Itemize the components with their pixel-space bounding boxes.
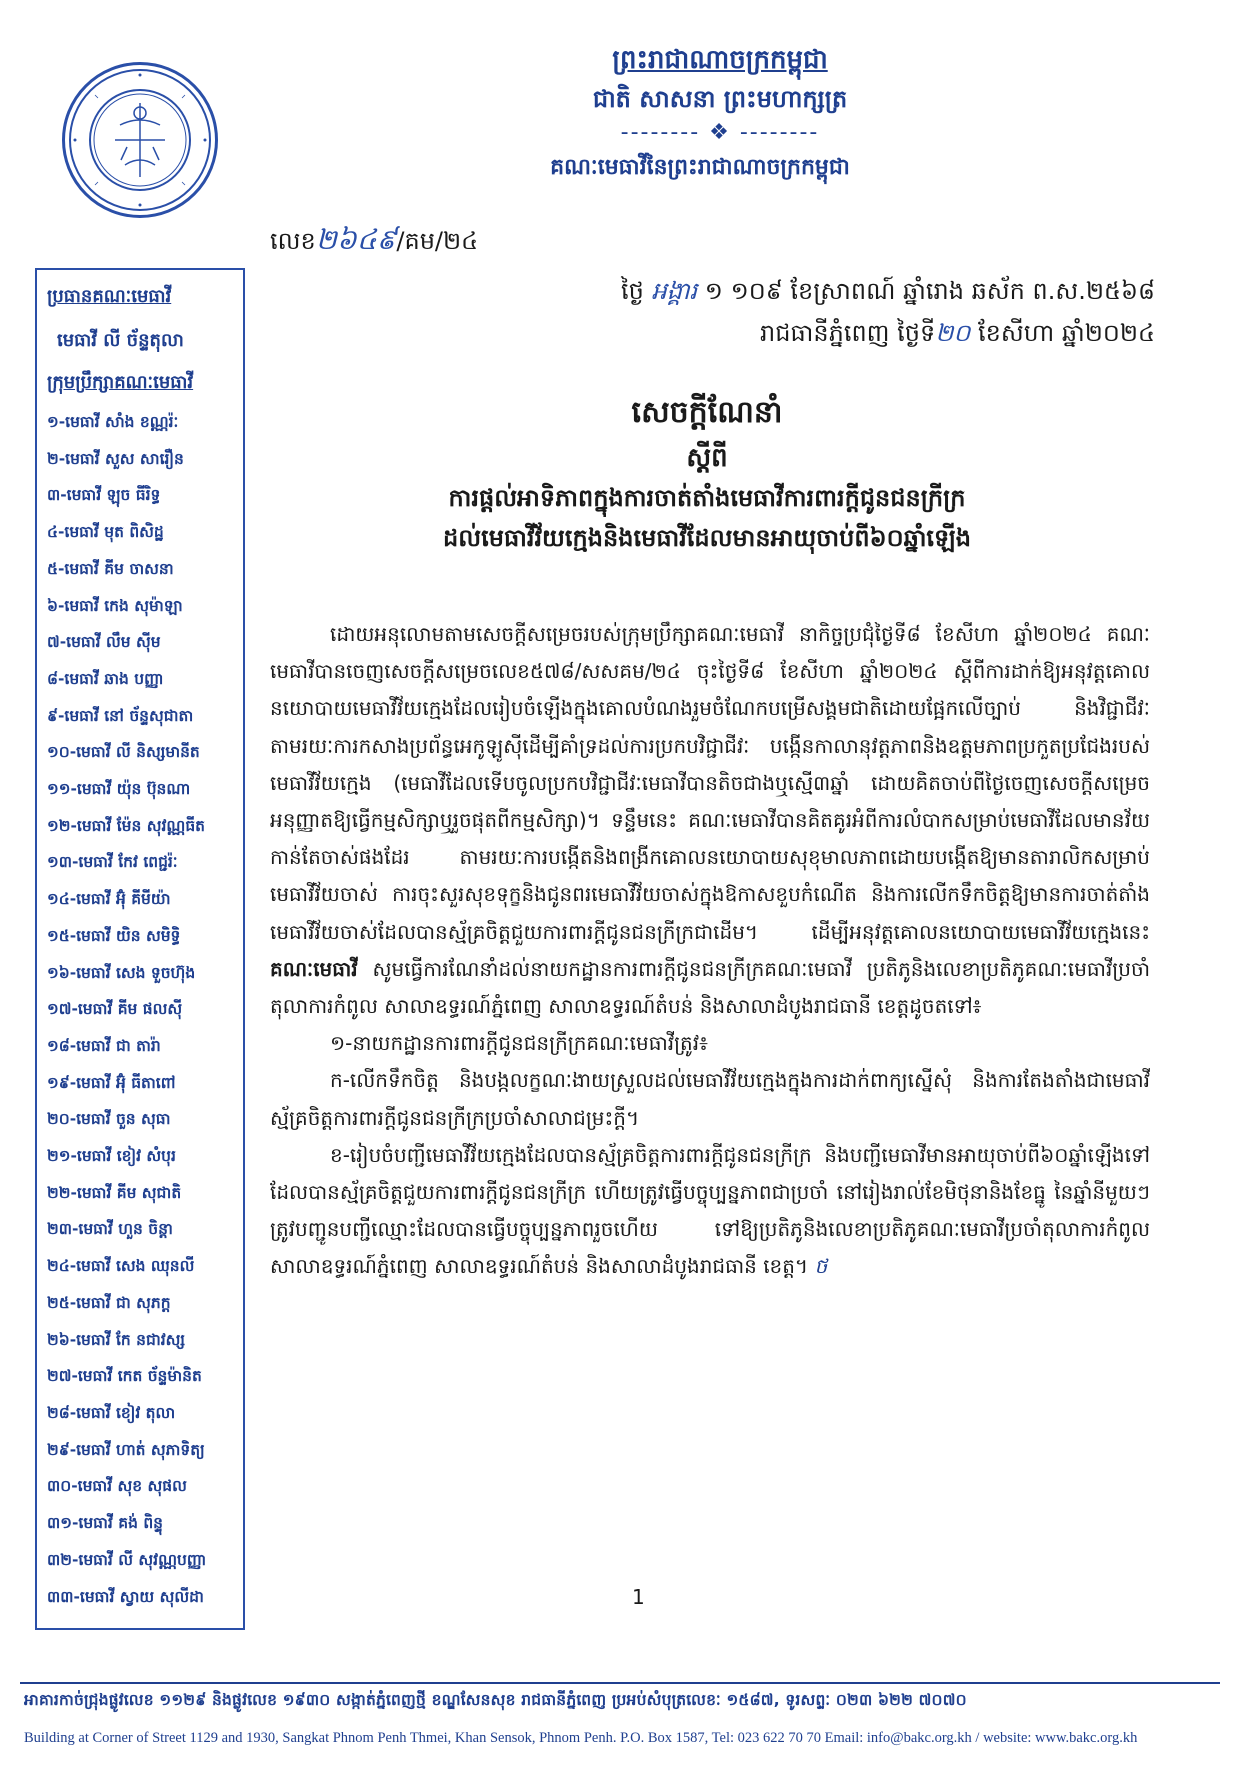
- national-motto: ជាតិ សាសនា ព្រះមហាក្សត្រ: [592, 85, 848, 113]
- title-line-1: សេចក្ដីណែនាំ: [631, 395, 783, 430]
- council-member: ១៨-មេធាវី ជា តារ៉ា: [47, 1036, 161, 1055]
- bar-association-seal: [62, 62, 218, 218]
- council-member: ២-មេធាវី សួស សារឿន: [47, 449, 184, 468]
- title-line-2: ស្ដីពី: [686, 443, 728, 473]
- council-member: ២០-មេធាវី ចួន សុធា: [47, 1110, 171, 1129]
- council-member: ៣៣-មេធាវី ស្វាយ សុលីដា: [47, 1587, 204, 1606]
- paragraph-1-text-b: សូមធ្វើការណែនាំដល់នាយកដ្ឋានការពារក្ដីជូនជនក្រីក្រគណៈមេធាវី ប្រតិភូនិងលេខាប្រតិភូគណៈមេធាវីប្រចាំតុលាការកំពូល សាលាឧទ្ធរណ៍ភ្នំពេញ សាលាឧទ្ធរណ៍តំបន់ និងសាលាដំបូងរាជធានី ខេត្តដូចតទៅ៖: [270, 956, 1150, 1019]
- solar-day-handwritten: ២០: [935, 319, 971, 347]
- item-1: ១-នាយកដ្ឋានការពារក្ដីជូនជនក្រីក្រគណៈមេធាវីត្រូវ៖: [330, 1031, 708, 1056]
- lunar-date-rest: ១ ១០៩ ខែស្រាពណ៍ ឆ្នាំរោង ឆស័ក ព.ស.២៥៦៨: [697, 277, 1155, 305]
- item-1a: ក-លើកទឹកចិត្ត និងបង្កលក្ខណៈងាយស្រួលដល់មេធាវីវ័យក្មេងក្នុងការដាក់ពាក្យស្នើសុំ និងការតែងតាំងជាមេធាវីស្ម័គ្រចិត្តការពារក្ដីជូនជនក្រីក្រប្រចាំសាលាជម្រះក្ដី។: [270, 1068, 1150, 1130]
- council-member-list: [47, 404, 237, 1615]
- council-member: ៣-មេធាវី ឡុច ធីរិទ្ធ: [47, 486, 161, 505]
- council-member: ២៨-មេធាវី ខៀវ តុលា: [47, 1403, 176, 1422]
- council-member: ៣០-មេធាវី សុខ សុផល: [47, 1477, 187, 1496]
- council-member: ២៤-មេធាវី សេង ឈុនលី: [47, 1257, 195, 1276]
- paragraph-1: [270, 616, 1150, 1025]
- reference-suffix: /គម/២៤: [396, 227, 479, 255]
- council-member: ៣១-មេធាវី គង់ ពិន្ទុ: [47, 1514, 163, 1533]
- item-1b: [270, 1137, 1150, 1286]
- council-sidebar: [35, 268, 245, 1630]
- president-name: មេធាវី លី ច័ន្ទតុលា: [57, 330, 184, 351]
- reference-number: [270, 222, 478, 259]
- kingdom-heading: ព្រះរាជាណាចក្រកម្ពុជា: [612, 45, 828, 75]
- paragraph-1-text-a: ដោយអនុលោមតាមសេចក្ដីសម្រេចរបស់ក្រុមប្រឹក្សាគណៈមេធាវី នាកិច្ចប្រជុំថ្ងៃទី៨ ខែសីហា ឆ្នាំ២០២៤ គណៈមេធាវីបានចេញសេចក្ដីសម្រេចលេខ៥៧៨/សសគម/២៤ ចុះថ្ងៃទី៨ ខែសីហា ឆ្នាំ២០២៤ ស្ដីពីការដាក់ឱ្យអនុវត្តគោលនយោបាយមេធាវីវ័យក្មេងដែលរៀបចំឡើងក្នុងគោលបំណងរួមចំណែកបម្រើសង្គមជាតិដោយផ្អែកលើច្បាប់ និងវិជ្ជាជីវៈ តាមរយៈការកសាងប្រព័ន្ធអេកូឡូស៊ីដើម្បីគាំទ្រដល់ការប្រកបវិជ្ជាជីវៈ បង្កើនកាលានុវត្តភាពនិងឧត្តមភាពប្រកួតប្រជែងរបស់មេធាវីវ័យក្មេង (មេធាវីដែលទើបចូលប្រកបវិជ្ជាជីវៈមេធាវីបានតិចជាងឬស្មើ៣ឆ្នាំ ដោយគិតចាប់ពីថ្ងៃចេញសេចក្ដីសម្រេចអនុញ្ញាតឱ្យធ្វើកម្មសិក្សាឬរួចផុតពីកម្មសិក្សា)។ ទន្ទឹមនេះ គណៈមេធាវីបានគិតគូរអំពីការលំបាកសម្រាប់មេធាវីដែលមានវ័យកាន់តែចាស់ផងដែរ តាមរយៈការបង្កើតនិងពង្រីកគោលនយោបាយសុខុមាលភាពដោយបង្កើតឱ្យមានតារាលិកសម្រាប់មេធាវីវ័យចាស់ ការចុះសួរសុខទុក្ខនិងជូនពរមេធាវីវ័យចាស់ក្នុងឱកាសខួបកំណើត និងការលើកទឹកចិត្តឱ្យមានការចាត់តាំងមេធាវីវ័យចាស់ដែលបានស្ម័គ្រចិត្តជួយការពារក្ដីជូនជនក្រីក្រជាដើម។ ដើម្បីអនុវត្តគោលនយោបាយមេធាវីវ័យក្មេងនេះ: [270, 622, 1150, 944]
- council-member: ១៧-មេធាវី គីម ផលស៊ី: [47, 1000, 183, 1019]
- council-member: ២៥-មេធាវី ជា សុភក្ត: [47, 1293, 171, 1312]
- solar-date-rest: ខែសីហា ឆ្នាំ២០២៤: [970, 319, 1155, 347]
- council-member: ១៦-មេធាវី សេង ទួចហ៊ុង: [47, 963, 196, 982]
- council-member: ២៩-មេធាវី ហាត់ សុភាទិត្យ: [47, 1440, 205, 1459]
- reference-prefix: លេខ: [270, 227, 316, 255]
- handwritten-initial: ថ: [814, 1254, 828, 1279]
- council-member: ១-មេធាវី សាំង ខណ្ណរ៉ៈ: [47, 413, 179, 431]
- council-member: ២៣-មេធាវី ហួន ចិន្តា: [47, 1220, 173, 1239]
- bar-association-name: គណៈមេធាវីនៃព្រះរាជាណាចក្រកម្ពុជា: [550, 155, 850, 180]
- solar-date-prefix: រាជធានីភ្នំពេញ ថ្ងៃទី: [760, 319, 936, 347]
- lunar-date: [621, 270, 1155, 312]
- council-member: ១០-មេធាវី លី និស្សមានីត: [47, 743, 200, 762]
- date-block: [621, 270, 1155, 354]
- footer-address-khmer: អាគារកាច់ជ្រុងផ្លូវលេខ ១១២៩ និងផ្លូវលេខ ១៩៣០ សង្កាត់ភ្នំពេញថ្មី ខណ្ឌសែនសុខ រាជធានីភ្នំពេញ ប្រអប់សំបុត្រលេខៈ ១៥៨៧, ទូរសព្ទៈ ០២៣ ៦២២ ៧០៧០: [24, 1691, 967, 1709]
- footer-address-english: Building at Corner of Street 1129 and 1930, Sangkat Phnom Penh Thmei, Khan Sensok, Phnom Penh. P.O. Box 1587, Tel: 023 622 70 70 Email: info@bakc.org.kh / website: www.bakc.org.kh: [24, 1730, 1138, 1746]
- council-member: ១៩-មេធាវី អ៊ុំ ធីតាពៅ: [47, 1073, 176, 1092]
- council-member: ១១-មេធាវី យ៉ុន ប៊ុនណា: [47, 780, 191, 799]
- document-title: [262, 388, 1152, 558]
- council-member: ៩-មេធាវី នៅ ច័ន្ទសុជាតា: [47, 706, 194, 725]
- council-member: ១៣-មេធាវី កែវ ពេជ្ជរ៉ៈ: [47, 853, 178, 872]
- footer-divider: [20, 1682, 1220, 1684]
- ornament-divider: -------- ❖ --------: [620, 120, 820, 145]
- council-member: ៦-មេធាវី កេង សុម៉ាឡា: [47, 596, 183, 615]
- item-1b-text: ខ-រៀបចំបញ្ជីមេធាវីវ័យក្មេងដែលបានស្ម័គ្រចិត្តការពារក្ដីជូនជនក្រីក្រ និងបញ្ជីមេធាវីមានអាយុចាប់ពី៦០ឆ្នាំឡើងទៅដែលបានស្ម័គ្រចិត្តជួយការពារក្ដីជូនជនក្រីក្រ ហើយត្រូវធ្វើបច្ចុប្បន្នភាពជាប្រចាំ នៅរៀងរាល់ខែមិថុនានិងខែធ្នូ នៃឆ្នាំនីមួយៗ ត្រូវបញ្ជូនបញ្ជីឈ្មោះដែលបានធ្វើបច្ចុប្បន្នភាពរួចហើយ ទៅឱ្យប្រតិភូនិងលេខាប្រតិភូគណៈមេធាវីប្រចាំតុលាការកំពូល សាលាឧទ្ធរណ៍ភ្នំពេញ សាលាឧទ្ធរណ៍តំបន់ និងសាលាដំបូងរាជធានី ខេត្ត។: [270, 1142, 1150, 1279]
- council-member: ៤-មេធាវី មុត ពិសិដ្ឋ: [47, 523, 164, 542]
- council-member: ៧-មេធាវី លឹម ស៊ីម: [47, 633, 161, 652]
- council-member: ១៤-មេធាវី អ៊ុំ គីមីយ៉ា: [47, 890, 171, 909]
- council-member: ២១-មេធាវី ខៀវ សំបុរ: [47, 1147, 176, 1166]
- lunar-day-handwritten: អង្គារ: [651, 277, 698, 305]
- council-member: ១២-មេធាវី ម៉ែន សុវណ្ណធីត: [47, 816, 205, 835]
- paragraph-1-bold: គណៈមេធាវី: [270, 956, 358, 981]
- document-body: [270, 616, 1150, 1286]
- council-member: ៣២-មេធាវី លី សុវណ្ណបញ្ញា: [47, 1550, 207, 1569]
- council-heading: ក្រុមប្រឹក្សាគណៈមេធាវី: [47, 372, 194, 393]
- president-heading: ប្រធានគណៈមេធាវី: [47, 286, 172, 307]
- council-member: ៥-មេធាវី គីម ចាសនា: [47, 559, 174, 578]
- council-member: ២៧-មេធាវី កេត ច័ន្ទម៉ានិត: [47, 1367, 202, 1386]
- page-number: 1: [632, 1585, 645, 1609]
- council-member: ២២-មេធាវី គីម សុជាតិ: [47, 1183, 182, 1202]
- council-member: ៨-មេធាវី ឆាង បញ្ញា: [47, 669, 164, 688]
- title-line-4: ដល់មេធាវីវ័យក្មេងនិងមេធាវីដែលមានអាយុចាប់ពី៦០ឆ្នាំឡើង: [443, 524, 971, 552]
- council-member: ១៥-មេធាវី យិន សមិទ្ធិ: [47, 926, 181, 945]
- seal-emblem-icon: [65, 65, 215, 215]
- lunar-date-prefix: ថ្ងៃ: [620, 277, 644, 305]
- solar-date: [621, 312, 1155, 354]
- council-member: ២៦-មេធាវី កែ នជាវស្ស: [47, 1330, 186, 1349]
- letterhead: [470, 40, 970, 188]
- title-line-3: ការផ្ដល់អាទិភាពក្នុងការចាត់តាំងមេធាវីការពារក្ដីជូនជនក្រីក្រ: [448, 484, 966, 512]
- reference-handwritten-number: ២៦៤៩: [315, 223, 397, 256]
